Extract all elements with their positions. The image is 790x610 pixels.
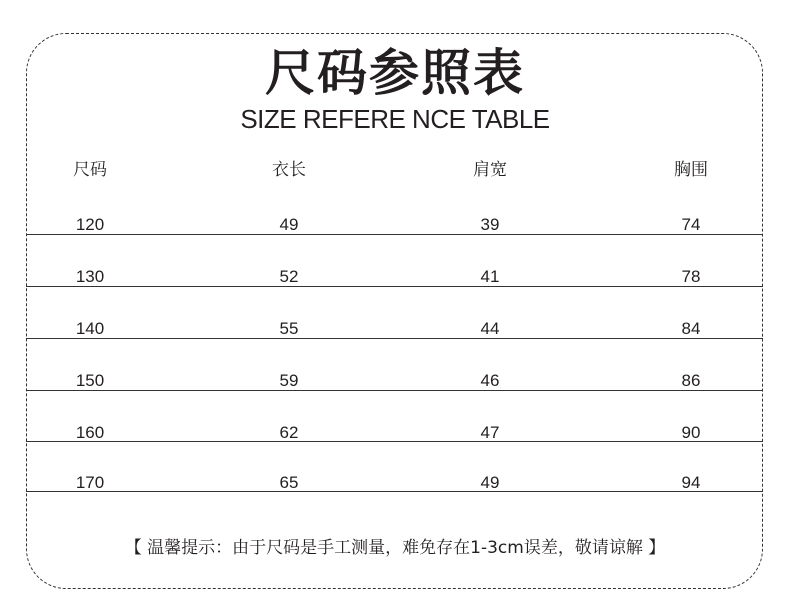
column-header-chest: 胸围 — [674, 160, 708, 180]
page-subtitle: SIZE REFERE NCE TABLE — [240, 104, 550, 134]
column-header-length: 衣长 — [272, 160, 306, 180]
table-cell-chest: 84 — [681, 319, 701, 338]
row-divider — [26, 286, 763, 287]
page-title: 尺码参照表 — [265, 44, 525, 102]
table-cell-size: 130 — [75, 267, 105, 286]
row-divider — [26, 441, 763, 442]
table-cell-chest: 86 — [681, 371, 701, 390]
row-divider — [26, 338, 763, 339]
row-divider — [26, 234, 763, 235]
table-cell-length: 49 — [279, 215, 299, 234]
table-cell-length: 62 — [279, 423, 299, 442]
table-cell-size: 170 — [75, 473, 105, 492]
table-cell-chest: 78 — [681, 267, 701, 286]
column-header-shoulder: 肩宽 — [473, 160, 507, 180]
table-cell-chest: 74 — [681, 215, 701, 234]
table-cell-chest: 94 — [681, 473, 701, 492]
table-cell-length: 55 — [279, 319, 299, 338]
table-cell-chest: 90 — [681, 423, 701, 442]
table-cell-size: 140 — [75, 319, 105, 338]
table-cell-size: 150 — [75, 371, 105, 390]
table-cell-shoulder: 47 — [480, 423, 500, 442]
measurement-notice: 【 温馨提示：由于尺码是手工测量，难免存在1-3cm误差，敬请谅解 】 — [124, 538, 666, 558]
table-cell-length: 52 — [279, 267, 299, 286]
table-cell-size: 160 — [75, 423, 105, 442]
table-cell-length: 59 — [279, 371, 299, 390]
row-divider — [26, 491, 763, 492]
column-header-size: 尺码 — [73, 160, 107, 180]
row-divider — [26, 390, 763, 391]
table-cell-shoulder: 49 — [480, 473, 500, 492]
table-cell-shoulder: 39 — [480, 215, 500, 234]
table-cell-shoulder: 44 — [480, 319, 500, 338]
table-cell-size: 120 — [75, 215, 105, 234]
table-cell-shoulder: 41 — [480, 267, 500, 286]
table-cell-length: 65 — [279, 473, 299, 492]
table-cell-shoulder: 46 — [480, 371, 500, 390]
